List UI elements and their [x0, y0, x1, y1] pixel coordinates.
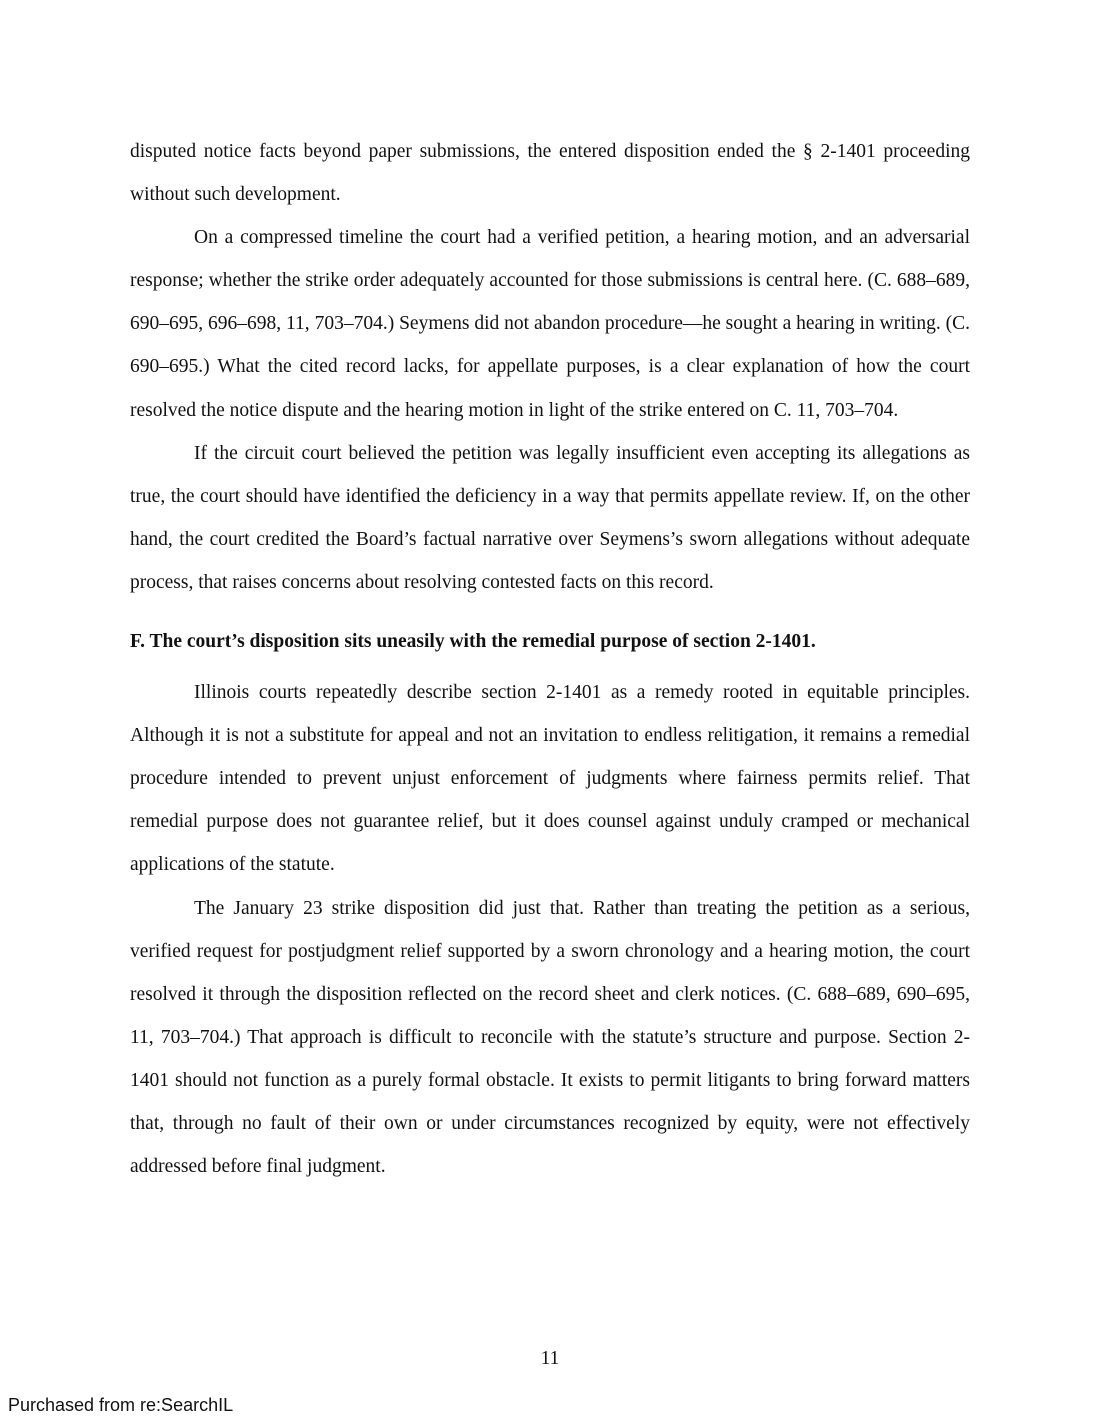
body-paragraph: The January 23 strike disposition did just that. Rather than treating the petition as a serious, verified request for postjudgment relief supported by a sworn chronology and a hearing motion, the court resolved it through the disposition reflected on the record sheet and clerk notices. (C. 688–689, 690–695, 11, 703–704.) That approach is difficult to reconcile with the statute’s structure and purpose. Section 2-1401 should not function as a purely formal obstacle. It exists to permit litigants to bring forward matters that, through no fault of their own or under circumstances recognized by equity, were not effectively addressed before final judgment. [130, 897, 970, 1178]
page-number: 11 [540, 1348, 560, 1369]
source-footer-note: Purchased from re:SearchIL [8, 1395, 234, 1415]
body-paragraph: On a compressed timeline the court had a verified petition, a hearing motion, and an adversarial response; whether the strike order adequately accounted for those submissions is central here. (C. 688–689, 690–695, 696–698, 11, 703–704.) Seymens did not abandon procedure—he sought a hearing in writing. (C. 690–695.) What the cited record lacks, for appellate purposes, is a clear explanation of how the court resolved the notice dispute and the hearing motion in light of the strike entered on C. 11, 703–704. [130, 227, 970, 421]
body-paragraph: Illinois courts repeatedly describe section 2-1401 as a remedy rooted in equitable principles. Although it is not a substitute for appeal and not an invitation to endless relitigation, it remains a remedial procedure intended to prevent unjust enforcement of judgments where fairness permits relief. That remedial purpose does not guarantee relief, but it does counsel against unduly cramped or mechanical applications of the statute. [130, 682, 970, 876]
body-paragraph: If the circuit court believed the petition was legally insufficient even accepting its allegations as true, the court should have identified the deficiency in a way that permits appellate review. If, on the other hand, the court credited the Board’s factual narrative over Seymens’s sworn allegations without adequate process, that raises concerns about resolving contested facts on this record. [130, 442, 970, 593]
document-page-body [130, 130, 970, 1188]
section-heading: F. The court’s disposition sits uneasily with the remedial purpose of section 2-1401. [130, 631, 816, 653]
body-paragraph-continued: disputed notice facts beyond paper submissions, the entered disposition ended the § 2-1401 proceeding without such development. [130, 141, 970, 206]
